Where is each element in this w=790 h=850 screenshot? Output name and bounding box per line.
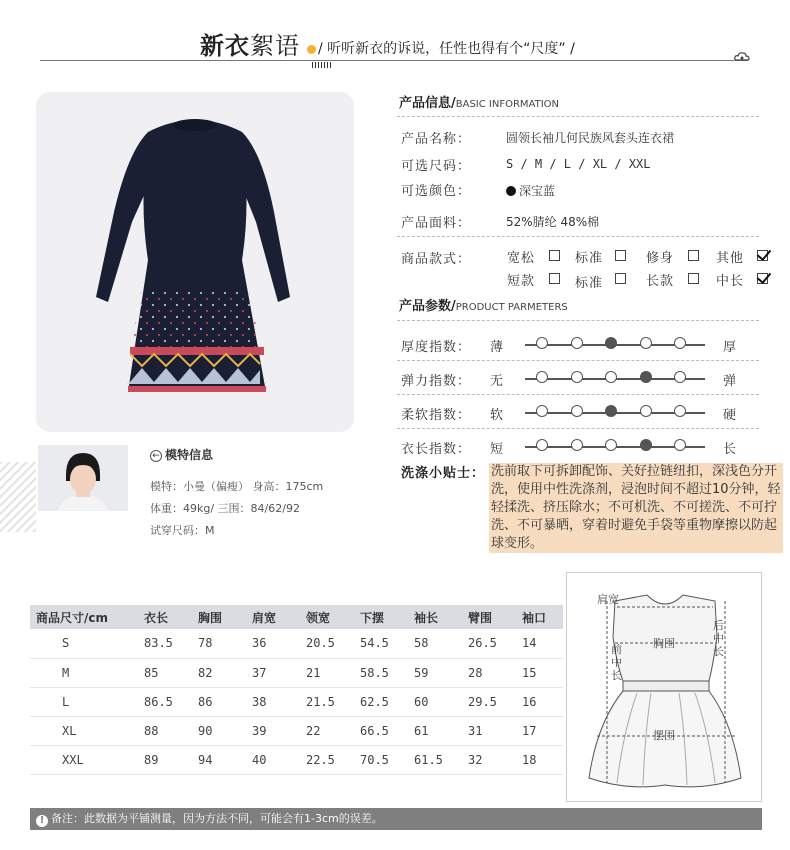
scale-knob bbox=[536, 439, 548, 451]
divider bbox=[397, 236, 759, 237]
style-option-label: 短款 bbox=[507, 274, 536, 289]
style-option-label: 其他 bbox=[716, 251, 745, 266]
table-cell: 31 bbox=[462, 716, 516, 745]
table-cell: 86 bbox=[192, 687, 246, 716]
table-row bbox=[30, 629, 563, 658]
size-table bbox=[30, 605, 563, 775]
header-cell: 衣长 bbox=[138, 605, 192, 629]
style-checkbox-long[interactable] bbox=[688, 273, 699, 284]
style-checkbox-other[interactable] bbox=[757, 250, 768, 261]
divider bbox=[397, 360, 759, 361]
style-option-label: 中长 bbox=[716, 274, 745, 289]
header-cell: 领宽 bbox=[300, 605, 354, 629]
scale-knob bbox=[571, 371, 583, 383]
table-cell: 54.5 bbox=[354, 629, 408, 658]
table-cell: 58.5 bbox=[354, 658, 408, 687]
style-checkbox-standard-fit[interactable] bbox=[615, 250, 626, 261]
decorative-pattern bbox=[0, 462, 36, 532]
header-cell: 下摆 bbox=[354, 605, 408, 629]
elasticity-high: 弹 bbox=[723, 374, 737, 389]
table-cell: XL bbox=[30, 716, 138, 745]
header-cell: 袖口 bbox=[516, 605, 563, 629]
style-checkbox-mid-length[interactable] bbox=[757, 273, 768, 284]
scale-knob bbox=[536, 405, 548, 417]
header-slogan: / 听听新衣的诉说，任性也得有个“尺度” / bbox=[318, 41, 575, 57]
table-cell: XXL bbox=[30, 745, 138, 774]
model-avatar bbox=[38, 445, 128, 511]
table-cell: 21.5 bbox=[300, 687, 354, 716]
decorative-stripes bbox=[312, 62, 332, 68]
scale-knob bbox=[674, 371, 686, 383]
header-cell: 臂围 bbox=[462, 605, 516, 629]
measurement-sketch bbox=[566, 572, 762, 802]
table-cell: 61 bbox=[408, 716, 462, 745]
table-cell: 15 bbox=[516, 658, 563, 687]
model-weight-measurements: 体重：49kg/ 三围：84/62/92 bbox=[150, 502, 300, 515]
elasticity-low: 无 bbox=[490, 374, 504, 389]
table-cell: 86.5 bbox=[138, 687, 192, 716]
table-cell: 32 bbox=[462, 745, 516, 774]
table-cell: 94 bbox=[192, 745, 246, 774]
length-low: 短 bbox=[490, 442, 504, 457]
scale-knob bbox=[571, 439, 583, 451]
table-cell: 22.5 bbox=[300, 745, 354, 774]
table-cell: 21 bbox=[300, 658, 354, 687]
table-cell: 62.5 bbox=[354, 687, 408, 716]
table-cell: M bbox=[30, 658, 138, 687]
scale-knob bbox=[605, 405, 617, 417]
back-arrow-icon: ← bbox=[150, 450, 162, 462]
size-table-header bbox=[30, 605, 563, 629]
header-cell: 肩宽 bbox=[246, 605, 300, 629]
header-divider bbox=[40, 60, 748, 61]
footer-note-bar bbox=[30, 808, 762, 830]
table-cell: 29.5 bbox=[462, 687, 516, 716]
brand-title: 新衣絮语 bbox=[200, 31, 300, 60]
elasticity-label: 弹力指数： bbox=[401, 374, 472, 389]
table-cell: 61.5 bbox=[408, 745, 462, 774]
length-label: 衣长指数： bbox=[401, 442, 472, 457]
model-size: 试穿尺码：M bbox=[150, 524, 215, 537]
size-value: S / M / L / XL / XXL bbox=[506, 157, 651, 171]
scale-knob bbox=[605, 371, 617, 383]
style-option-label: 宽松 bbox=[507, 251, 536, 266]
table-cell: 17 bbox=[516, 716, 563, 745]
table-row bbox=[30, 658, 563, 687]
shoulder-width-label: 肩宽 bbox=[597, 593, 619, 606]
divider bbox=[397, 320, 759, 321]
scale-knob bbox=[536, 337, 548, 349]
model-name-height: 模特：小曼（偏瘦） 身高：175cm bbox=[150, 480, 324, 493]
table-row bbox=[30, 716, 563, 745]
scale-knob bbox=[640, 405, 652, 417]
hem-label: 摆围 bbox=[653, 729, 675, 742]
product-params-title: 产品参数/PRODUCT PARMETERS bbox=[399, 299, 568, 314]
style-checkbox-short[interactable] bbox=[549, 273, 560, 284]
softness-label: 柔软指数： bbox=[401, 408, 472, 423]
style-label: 商品款式： bbox=[401, 252, 472, 267]
scale-knob bbox=[674, 439, 686, 451]
softness-low: 软 bbox=[490, 408, 504, 423]
color-swatch-icon bbox=[506, 186, 516, 196]
table-cell: 82 bbox=[192, 658, 246, 687]
scale-knob bbox=[640, 439, 652, 451]
table-cell: 18 bbox=[516, 745, 563, 774]
color-label: 可选颜色： bbox=[401, 184, 472, 199]
table-cell: 83.5 bbox=[138, 629, 192, 658]
size-label: 可选尺码： bbox=[401, 159, 472, 174]
product-photo bbox=[36, 92, 354, 432]
scale-knob bbox=[536, 371, 548, 383]
color-value: 深宝蓝 bbox=[506, 182, 555, 199]
style-option-label: 长款 bbox=[646, 274, 675, 289]
info-icon: ! bbox=[36, 815, 48, 827]
fabric-value: 52%腈纶 48%棉 bbox=[506, 215, 600, 229]
table-cell: 36 bbox=[246, 629, 300, 658]
table-cell: S bbox=[30, 629, 138, 658]
thickness-high: 厚 bbox=[723, 340, 737, 355]
header-cell: 袖长 bbox=[408, 605, 462, 629]
style-checkbox-loose[interactable] bbox=[549, 250, 560, 261]
table-cell: 40 bbox=[246, 745, 300, 774]
style-option-label: 标准 bbox=[575, 276, 604, 291]
table-cell: 70.5 bbox=[354, 745, 408, 774]
divider bbox=[397, 116, 759, 117]
product-name-label: 产品名称： bbox=[401, 132, 472, 147]
table-cell: 37 bbox=[246, 658, 300, 687]
softness-high: 硬 bbox=[723, 408, 737, 423]
table-cell: 28 bbox=[462, 658, 516, 687]
table-cell: 39 bbox=[246, 716, 300, 745]
back-length-label: 后中长 bbox=[713, 619, 724, 658]
footer-note: 备注：此数据为平铺测量，因为方法不同，可能会有1-3cm的误差。 bbox=[51, 812, 383, 825]
scale-knob bbox=[571, 405, 583, 417]
table-cell: 26.5 bbox=[462, 629, 516, 658]
style-option-label: 修身 bbox=[646, 251, 675, 266]
table-cell: 60 bbox=[408, 687, 462, 716]
length-high: 长 bbox=[723, 442, 737, 457]
divider bbox=[397, 394, 759, 395]
table-cell: 66.5 bbox=[354, 716, 408, 745]
fabric-label: 产品面料： bbox=[401, 216, 472, 231]
page-header bbox=[0, 0, 790, 75]
table-row bbox=[30, 745, 563, 774]
header-cell: 商品尺寸/cm bbox=[30, 605, 138, 629]
product-name-value: 圆领长袖几何民族风套头连衣裙 bbox=[506, 131, 675, 145]
basic-info-title: 产品信息/BASIC INFORMATION bbox=[399, 96, 560, 111]
divider bbox=[397, 428, 759, 429]
table-cell: 89 bbox=[138, 745, 192, 774]
model-info-title: ← 模特信息 bbox=[150, 446, 213, 463]
table-cell: 14 bbox=[516, 629, 563, 658]
table-cell: 85 bbox=[138, 658, 192, 687]
table-cell: 90 bbox=[192, 716, 246, 745]
table-cell: 16 bbox=[516, 687, 563, 716]
scale-knob bbox=[640, 371, 652, 383]
table-cell: 58 bbox=[408, 629, 462, 658]
style-option-label: 标准 bbox=[575, 251, 604, 266]
scale-knob bbox=[674, 337, 686, 349]
style-checkbox-slim[interactable] bbox=[688, 250, 699, 261]
table-cell: 78 bbox=[192, 629, 246, 658]
dress-image bbox=[36, 92, 354, 432]
wash-tips-text: 洗前取下可拆卸配饰、关好拉链纽扣，深浅色分开洗，使用中性洗涤剂，浸泡时间不超过10分钟，轻轻揉洗、挤压除水；不可机洗、不可搓洗、不可拧洗、不可暴晒，穿着时避免手袋等重物摩擦以防起球变形。 bbox=[489, 463, 783, 553]
dress-outline-diagram bbox=[567, 573, 763, 803]
scale-knob bbox=[605, 337, 617, 349]
cloud-logo-icon bbox=[734, 50, 750, 62]
table-cell: 38 bbox=[246, 687, 300, 716]
thickness-low: 薄 bbox=[490, 340, 504, 355]
table-cell: L bbox=[30, 687, 138, 716]
table-cell: 22 bbox=[300, 716, 354, 745]
scale-knob bbox=[640, 337, 652, 349]
table-row bbox=[30, 687, 563, 716]
table-cell: 88 bbox=[138, 716, 192, 745]
table-cell: 20.5 bbox=[300, 629, 354, 658]
scale-knob bbox=[571, 337, 583, 349]
table-cell: 59 bbox=[408, 658, 462, 687]
style-checkbox-standard-length[interactable] bbox=[615, 273, 626, 284]
accent-dot-icon bbox=[307, 45, 316, 54]
scale-knob bbox=[605, 439, 617, 451]
front-length-label: 前中长 bbox=[611, 643, 622, 682]
header-cell: 胸围 bbox=[192, 605, 246, 629]
chest-label: 胸围 bbox=[653, 637, 675, 650]
wash-tips-title: 洗涤小贴士： bbox=[401, 466, 486, 481]
thickness-label: 厚度指数： bbox=[401, 340, 472, 355]
scale-knob bbox=[674, 405, 686, 417]
